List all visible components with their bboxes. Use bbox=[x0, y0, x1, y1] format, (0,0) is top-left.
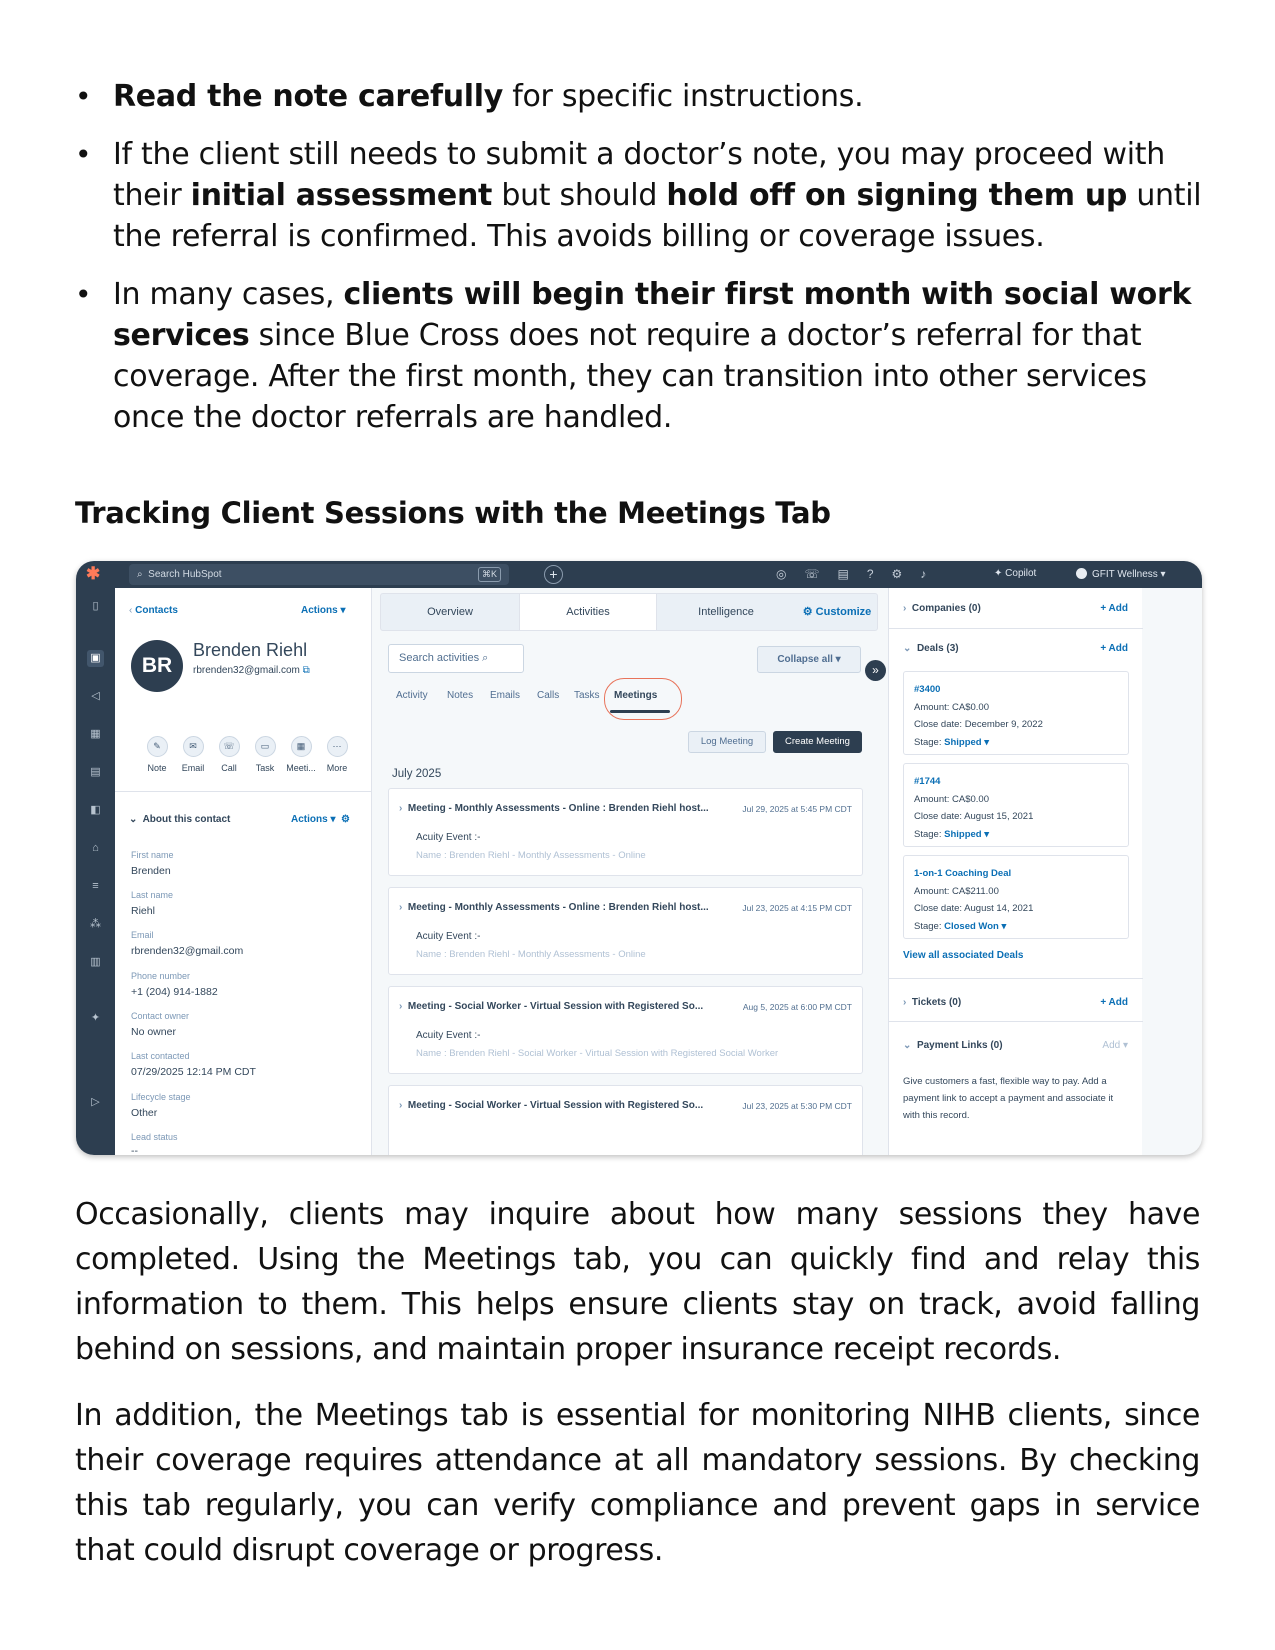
breadcrumb[interactable]: ‹ Contacts bbox=[129, 605, 178, 616]
meeting-card[interactable] bbox=[388, 1085, 863, 1155]
bookmark-icon[interactable]: ▯ bbox=[92, 600, 99, 612]
gear-icon: ⚙ bbox=[341, 814, 350, 825]
meeting-name: Name : Brenden Riehl - Social Worker - Virtual Session with Registered Social Worker bbox=[416, 1048, 779, 1059]
expand-icon[interactable]: ▷ bbox=[91, 1096, 100, 1108]
bullet-2 bbox=[75, 134, 1205, 257]
deal-name: #1744 bbox=[914, 776, 941, 787]
collapse-all-button[interactable]: Collapse all ▾ bbox=[757, 646, 861, 673]
field-value[interactable]: -- bbox=[131, 1145, 138, 1155]
meeting-title: › Meeting - Social Worker - Virtual Session with Registered So... bbox=[399, 1001, 704, 1012]
copilot-button[interactable] bbox=[994, 568, 1036, 579]
deal-amount: Amount: CA$0.00 bbox=[914, 701, 989, 713]
field-label: Lifecycle stage bbox=[131, 1092, 191, 1102]
meeting-card[interactable] bbox=[388, 788, 863, 876]
meeting-date: Jul 23, 2025 at 4:15 PM CDT bbox=[742, 903, 852, 913]
shortcut-badge: ⌘K bbox=[478, 567, 501, 582]
marketing-icon[interactable]: ◁ bbox=[91, 690, 100, 702]
meeting-date: Jul 29, 2025 at 5:45 PM CDT bbox=[742, 804, 852, 814]
account-avatar bbox=[1076, 568, 1087, 579]
highlight-annotation bbox=[604, 678, 682, 720]
meeting-name: Name : Brenden Riehl - Monthly Assessments - Online bbox=[416, 850, 646, 861]
paragraph-2: In addition, the Meetings tab is essential for monitoring NIHB clients, since their coverage requires attendance at all mandatory sessions. By checking this tab regularly, you can verify compliance and prevent gaps in service that could disrupt coverage or progress. bbox=[75, 1398, 1200, 1568]
chevron-right-icon: › bbox=[399, 1100, 403, 1111]
add-company-button[interactable]: + Add bbox=[1100, 603, 1128, 614]
view-all-deals-link[interactable]: View all associated Deals bbox=[903, 950, 1024, 961]
content-icon[interactable]: ▦ bbox=[90, 728, 101, 740]
pencil-icon: ✎ bbox=[147, 736, 168, 757]
meeting-title: › Meeting - Monthly Assessments - Online : Brenden Riehl host... bbox=[399, 902, 709, 913]
note-action[interactable]: ✎ Note bbox=[139, 736, 175, 773]
deal-card[interactable] bbox=[903, 855, 1129, 939]
record-tabs bbox=[380, 593, 878, 631]
chevron-down-icon: ⌄ bbox=[903, 643, 912, 654]
bullet-3 bbox=[75, 274, 1205, 438]
top-bar bbox=[76, 561, 1202, 588]
meeting-event: Acuity Event :- bbox=[416, 1030, 481, 1041]
associations-panel bbox=[888, 588, 1142, 1155]
call-action[interactable]: ☏ Call bbox=[211, 736, 247, 773]
contact-panel bbox=[115, 588, 372, 1155]
subtab-tasks[interactable]: Tasks bbox=[574, 690, 600, 701]
about-actions-menu[interactable]: Actions ▾ ⚙ bbox=[291, 814, 350, 825]
deal-close-date: Close date: August 15, 2021 bbox=[914, 811, 1034, 822]
search-placeholder: Search HubSpot bbox=[148, 569, 222, 580]
companies-section-toggle[interactable]: › Companies (0) bbox=[903, 603, 981, 614]
chevron-right-icon: › bbox=[399, 902, 403, 913]
deal-stage: Shipped ▾ bbox=[944, 828, 989, 840]
calendar-icon: ▦ bbox=[291, 736, 312, 757]
field-label: Email bbox=[131, 930, 154, 940]
copy-icon: ⧉ bbox=[302, 665, 310, 676]
chevron-right-icon: › bbox=[399, 1001, 403, 1012]
left-nav bbox=[76, 588, 115, 1155]
subtab-emails[interactable]: Emails bbox=[490, 690, 521, 701]
divider bbox=[889, 628, 1143, 629]
tab-overview[interactable]: Overview bbox=[427, 606, 473, 618]
payment-links-description: Give customers a fast, flexible way to pay. Add a payment link to accept a payment and associate it with this record. bbox=[903, 1076, 1114, 1121]
contacts-icon[interactable]: ▣ bbox=[87, 650, 104, 667]
field-value[interactable]: Other bbox=[131, 1107, 158, 1119]
payment-links-section-toggle[interactable]: ⌄ Payment Links (0) bbox=[903, 1040, 1003, 1051]
divider bbox=[115, 791, 371, 792]
meeting-event: Acuity Event :- bbox=[416, 832, 481, 843]
copilot-label: Copilot bbox=[1005, 568, 1037, 579]
search-icon: ⌕ bbox=[482, 652, 489, 664]
field-label: First name bbox=[131, 850, 174, 860]
deal-card[interactable] bbox=[903, 671, 1129, 755]
month-heading: July 2025 bbox=[392, 768, 442, 780]
deal-stage-label: Stage: bbox=[914, 828, 942, 840]
bullet-text: but should bbox=[492, 178, 667, 213]
search-icon: ⌕ bbox=[137, 569, 143, 580]
bullet-bold: hold off on signing them up bbox=[666, 178, 1128, 213]
deal-stage: Closed Won ▾ bbox=[944, 920, 1007, 932]
sparkle-icon: ✦ bbox=[994, 568, 1003, 579]
chevron-right-icon: › bbox=[399, 803, 403, 814]
customize-button[interactable]: ⚙ Customize bbox=[802, 606, 872, 618]
bullet-1 bbox=[75, 76, 1205, 117]
account-menu[interactable]: GFIT Wellness ▾ bbox=[1076, 568, 1166, 580]
bullet-text: until the referral is confirmed. This avoids billing or coverage issues. bbox=[113, 178, 1202, 254]
contact-actions-menu[interactable]: Actions ▾ bbox=[301, 605, 346, 616]
meeting-card[interactable] bbox=[388, 887, 863, 975]
field-value[interactable]: +1 (204) 914-1882 bbox=[131, 986, 218, 998]
field-value[interactable]: 07/29/2025 12:14 PM CDT bbox=[131, 1066, 256, 1078]
field-value[interactable]: Brenden bbox=[131, 865, 171, 877]
sales-icon[interactable]: ◧ bbox=[90, 804, 101, 816]
field-label: Lead status bbox=[131, 1132, 178, 1142]
bullet-list bbox=[75, 76, 1205, 455]
hubspot-screenshot bbox=[76, 561, 1202, 1155]
quick-actions bbox=[139, 736, 349, 776]
subtab-activity[interactable]: Activity bbox=[396, 690, 428, 701]
field-value[interactable]: rbrenden32@gmail.com bbox=[131, 945, 244, 957]
email-action[interactable]: ✉ Email bbox=[175, 736, 211, 773]
more-icon: ⋯ bbox=[327, 736, 348, 757]
bullet-text: since Blue Cross does not require a doctor’s referral for that coverage. After the first month, they can transition into other services once the doctor referrals are handled. bbox=[113, 318, 1147, 435]
chevron-right-icon: › bbox=[903, 603, 907, 614]
create-meeting-button[interactable]: Create Meeting bbox=[773, 731, 862, 753]
add-payment-link-button[interactable]: Add ▾ bbox=[1102, 1040, 1128, 1051]
envelope-icon: ✉ bbox=[183, 736, 204, 757]
commerce-icon[interactable]: ▤ bbox=[90, 766, 101, 778]
meeting-name: Name : Brenden Riehl - Monthly Assessments - Online bbox=[416, 949, 646, 960]
contact-email[interactable]: rbrenden32@gmail.com ⧉ bbox=[193, 665, 310, 676]
meeting-action[interactable]: ▦ Meeti... bbox=[283, 736, 319, 773]
bullet-bold: Read the note carefully bbox=[113, 79, 503, 114]
task-icon: ▭ bbox=[255, 736, 276, 757]
subtab-calls[interactable]: Calls bbox=[537, 690, 560, 701]
meeting-card[interactable] bbox=[388, 986, 863, 1074]
meeting-date: Aug 5, 2025 at 6:00 PM CDT bbox=[742, 1002, 852, 1012]
deal-card[interactable] bbox=[903, 763, 1129, 847]
add-deal-button[interactable]: + Add bbox=[1100, 643, 1128, 654]
divider bbox=[889, 978, 1143, 979]
data-icon[interactable]: ≡ bbox=[92, 880, 99, 892]
bullet-text: If the client still needs to submit a doctor’s note, you may proceed with their bbox=[113, 137, 1165, 213]
tab-activities[interactable]: Activities bbox=[519, 594, 657, 630]
more-action[interactable]: ⋯ More bbox=[319, 736, 355, 773]
bullet-bold: clients will begin their first month with social work services bbox=[113, 277, 1192, 353]
deal-stage-label: Stage: bbox=[914, 920, 942, 932]
field-label: Phone number bbox=[131, 971, 191, 981]
chevron-down-icon: ⌄ bbox=[903, 1040, 912, 1051]
deal-amount: Amount: CA$0.00 bbox=[914, 793, 989, 805]
field-label: Last contacted bbox=[131, 1051, 190, 1061]
deal-close-date: Close date: December 9, 2022 bbox=[914, 719, 1043, 730]
bullet-text: for specific instructions. bbox=[503, 79, 864, 114]
subtab-meetings[interactable]: Meetings bbox=[614, 690, 658, 701]
bullet-bold: initial assessment bbox=[190, 178, 493, 213]
field-label: Last name bbox=[131, 890, 174, 900]
create-plus-button[interactable]: + bbox=[544, 565, 563, 584]
divider bbox=[889, 1021, 1143, 1022]
subtab-notes[interactable]: Notes bbox=[447, 690, 474, 701]
topbar-utility-icons[interactable]: ◎☏▤?⚙♪ bbox=[776, 567, 945, 581]
expand-sidebar-button[interactable]: » bbox=[865, 660, 886, 681]
chevron-down-icon: ⌄ bbox=[129, 814, 138, 825]
bullet-text: In many cases, bbox=[113, 277, 344, 312]
phone-icon: ☏ bbox=[219, 736, 240, 757]
field-value[interactable]: Riehl bbox=[131, 905, 155, 917]
ai-icon[interactable]: ✦ bbox=[90, 1012, 101, 1024]
section-title: Tracking Client Sessions with the Meetings Tab bbox=[75, 496, 831, 530]
avatar: BR bbox=[131, 640, 183, 692]
meeting-event: Acuity Event :- bbox=[416, 931, 481, 942]
about-section-toggle[interactable]: ⌄ About this contact bbox=[129, 814, 231, 825]
account-name: GFIT Wellness bbox=[1092, 569, 1158, 580]
deal-stage-label: Stage: bbox=[914, 736, 942, 748]
chevron-right-icon: › bbox=[903, 997, 907, 1008]
tab-intelligence[interactable]: Intelligence bbox=[698, 606, 754, 618]
meeting-title: › Meeting - Social Worker - Virtual Session with Registered So... bbox=[399, 1100, 704, 1111]
paragraph-1: Occasionally, clients may inquire about how many sessions they have completed. Using the Meetings tab, you can quickly find and relay this information to them. This helps ensure clients stay on track, avoid falling behind on sessions, and maintain proper insurance receipt records. bbox=[75, 1197, 1200, 1367]
contact-name: Brenden Riehl bbox=[193, 640, 308, 660]
gear-icon: ⚙ bbox=[802, 606, 813, 618]
activities-panel bbox=[372, 588, 887, 1155]
add-ticket-button[interactable]: + Add bbox=[1100, 997, 1128, 1008]
global-search-input[interactable] bbox=[129, 564, 509, 585]
log-meeting-button[interactable]: Log Meeting bbox=[688, 731, 766, 753]
service-icon[interactable]: ⌂ bbox=[92, 842, 99, 854]
deal-amount: Amount: CA$211.00 bbox=[914, 885, 999, 897]
tickets-section-toggle[interactable]: › Tickets (0) bbox=[903, 997, 962, 1008]
meeting-date: Jul 23, 2025 at 5:30 PM CDT bbox=[742, 1101, 852, 1111]
reports-icon[interactable]: ▥ bbox=[90, 956, 101, 968]
field-value[interactable]: No owner bbox=[131, 1026, 176, 1038]
deal-stage: Shipped ▾ bbox=[944, 736, 989, 748]
meeting-title: › Meeting - Monthly Assessments - Online : Brenden Riehl host... bbox=[399, 803, 709, 814]
deal-close-date: Close date: August 14, 2021 bbox=[914, 903, 1034, 914]
field-label: Contact owner bbox=[131, 1011, 190, 1021]
deals-section-toggle[interactable]: ⌄ Deals (3) bbox=[903, 643, 959, 654]
task-action[interactable]: ▭ Task bbox=[247, 736, 283, 773]
deal-name: #3400 bbox=[914, 684, 941, 695]
hubspot-logo-icon: ✱ bbox=[86, 564, 101, 583]
deal-name: 1-on-1 Coaching Deal bbox=[914, 868, 1012, 879]
automation-icon[interactable]: ⁂ bbox=[90, 918, 101, 930]
search-activities-input[interactable]: Search activities ⌕ bbox=[388, 644, 524, 673]
